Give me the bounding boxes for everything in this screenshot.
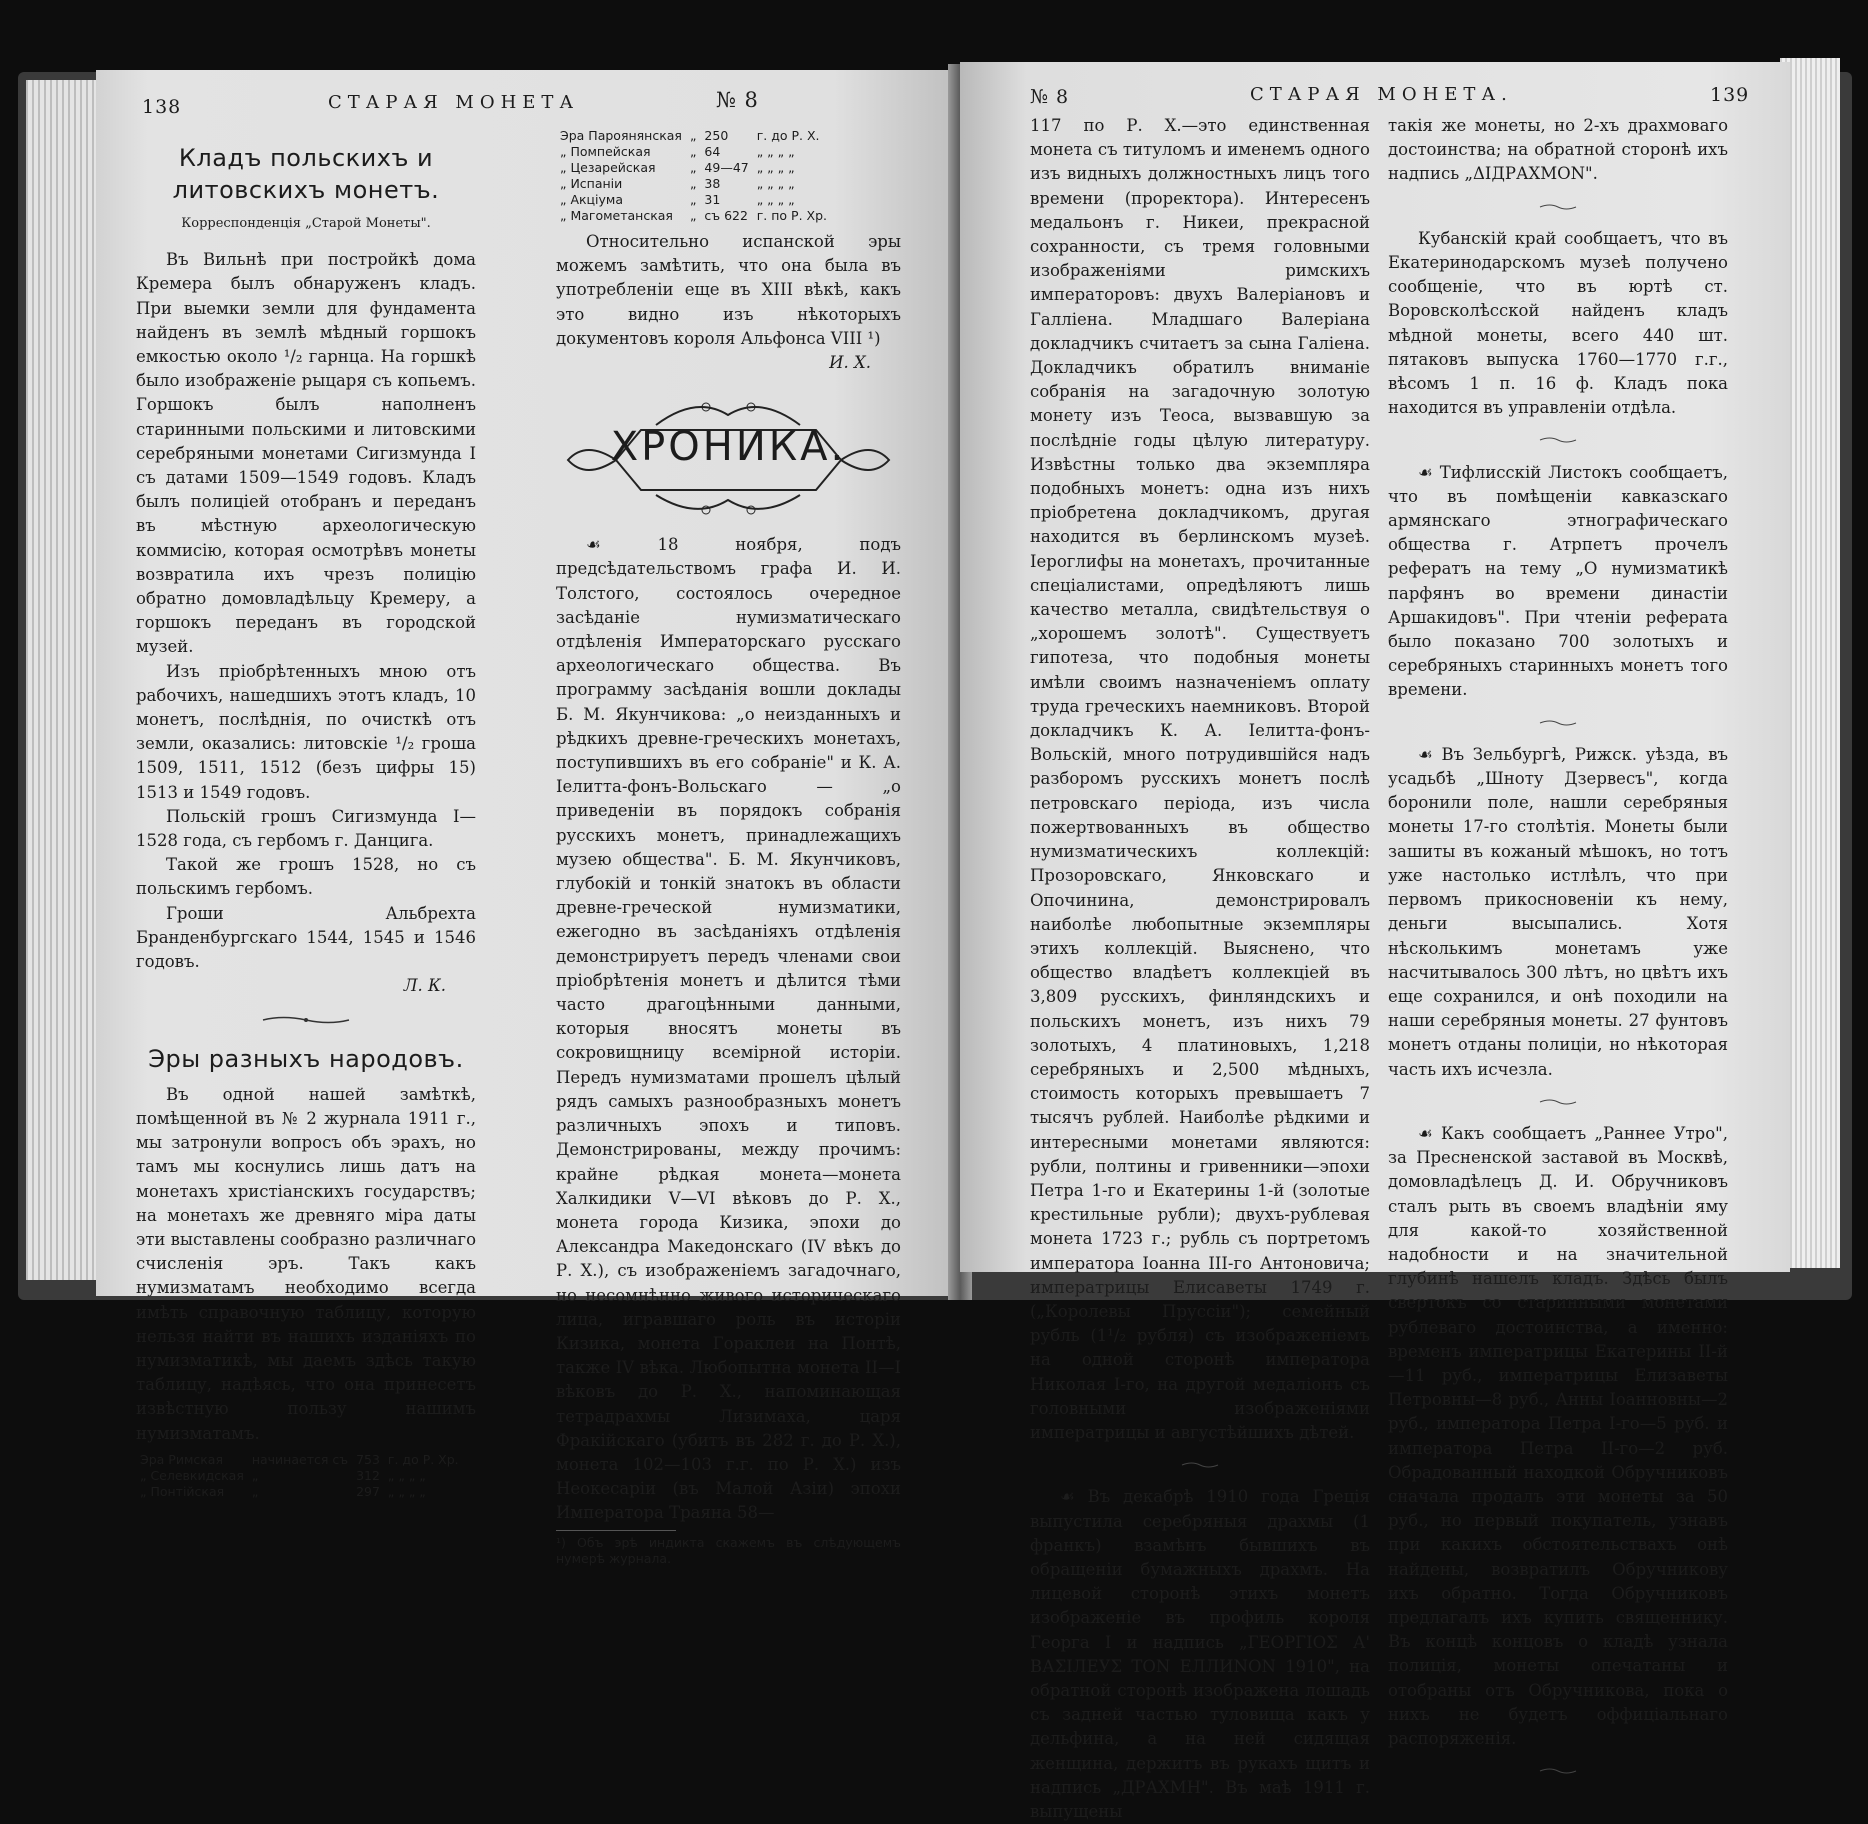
issue-number-right: № 8: [1030, 86, 1070, 108]
paragraph: ☙ Тифлисскій Листокъ сообщаетъ, что въ помѣщеніи кавказскаго армянскаго этнографическаго общества г. Атрпетъ прочелъ рефератъ на тему „О нумизматикѣ парфянъ во времени династіи Аршакидовъ". При чтеніи реферата было показано 700 золотыхъ и серебряныхъ старинныхъ монетъ того времени.: [1388, 462, 1728, 700]
table-row: „ Акціума „ 31 „ „ „ „: [560, 192, 795, 207]
paragraph: Кубанскій край сообщаетъ, что въ Екатеринодарскомъ музеѣ получено сообщеніе, что въ юртѣ ст. Воровсколѣсской найденъ кладъ мѣдной монеты, всего 440 шт. пятаковъ выпуска 1760—1770 г.г., вѣсомъ 1 п. 16 ф. Кладъ пока находится въ управленіи отдѣла.: [1388, 228, 1728, 418]
running-title-left: СТАРАЯ МОНЕТА: [328, 92, 580, 113]
right-page: [960, 62, 1790, 1822]
table-row: Эра Пароянянская „ 250 г. до Р. Х.: [560, 128, 820, 143]
ornament-icon: [261, 1015, 351, 1025]
correspondence-note: Корреспонденція „Старой Монеты".: [181, 216, 431, 231]
eras-table: [136, 1452, 463, 1500]
ornament-icon: [1538, 719, 1578, 727]
footnote: ¹) Объ эрѣ индикта скажемъ въ слѣдующемъ нумерѣ журнала.: [556, 1534, 901, 1566]
paragraph: Такой же грошъ 1528, но съ польскимъ гербомъ.: [136, 855, 476, 899]
table-row: „ Селевкидская „ 312 „ „ „ „: [140, 1467, 426, 1483]
ornament-icon: [1180, 1461, 1220, 1469]
left-column-1: [136, 136, 476, 1500]
paragraph: Въ одной нашей замѣткѣ, помѣщенной въ № 2 журнала 1911 г., мы затронули вопросъ объ эрахъ, но тамъ мы коснулись лишь датъ на монетахъ христіанскихъ государствъ; на монетахъ же древняго міра даты эти выставлены сообразно различнаго счисленія эръ. Такъ какъ нумизматамъ необходимо всегда имѣть справочную таблицу, которую нельзя найти въ нашихъ изданіяхъ по нумизматикѣ, мы даемъ здѣсь такую таблицу, надѣясь, что она принесетъ извѣстную пользу нашимъ нумизматамъ.: [136, 1084, 476, 1443]
divider-ornament: [136, 1009, 476, 1033]
paragraph: 117 по Р. Х.—это единственная монета съ титуломъ и именемъ одного изъ видныхъ должностныхъ лицъ того времени (проректора). Интересенъ медальонъ г. Никеи, прекрасной сохранности, съ тремя головными изображеніями римскихъ императоровъ: двухъ Валеріановъ и Галліена. Младшаго Валеріана докладчикъ считаетъ за сына Галіена. Докладчикъ обратилъ вниманіе собранія на загадочную золотую монету изъ Теоса, вызвавшую за послѣдніе годы цѣлую литературу. Извѣстны только два экземпляра подобныхъ монетъ: одна изъ нихъ пріобретена докладчикомъ, другая находится въ берлинскомъ музеѣ. Іероглифы на монетахъ, прочитанные спеціалистами, опредѣляютъ лишь качество металла, свидѣтельствуя о „хорошемъ золотѣ". Существуетъ гипотеза, что подобныя монеты имѣли своимъ назначеніемъ оплату труда греческихъ наемниковъ. Второй докладчикъ К. А. Іелитта-фонъ-Вольскій, много потрудившійся надъ разборомъ русскихъ монетъ послѣ петровскаго періода, изъ числа пожертвованныхъ въ общество нумизматическихъ коллекцій: Прозоровскаго, Янковскаго и Опочинина, демонстрировалъ наиболѣе любопытные экземпляры этихъ коллекцій. Выяснено, что общество владѣетъ коллекціей въ 3,809 русскихъ, финляндскихъ и польскихъ монетъ, изъ нихъ 79 золотыхъ, 4 платиновыхъ, 1,218 серебряныхъ и 2,500 мѣдныхъ, стоимость которыхъ превышаетъ 7 тысячъ рублей. Наиболѣе рѣдкими и интересными монетами являются: рубли, полтины и гривенники—эпохи Петра 1-го и Екатерины 1-й (золотые крестильные рубли); двухъ-рублевая монета 1723 г.; рубль съ портретомъ императора Іоанна III-го Антоновича; императрицы Елисаветы 1749 г. („Королевы Пруссіи"); семейный рубль (1¹/₂ рубля) съ изображеніемъ на одной сторонѣ императора Николая I-го, на другой медаліонъ съ головными изображеніями императрицы и августѣйшихъ дѣтей.: [1030, 116, 1370, 1442]
divider-ornament: [1388, 1759, 1728, 1783]
left-column-2: [556, 128, 901, 1567]
footnote-rule: [556, 1530, 676, 1531]
paragraph: ☙ Какъ сообщаетъ „Раннее Утро", за Пресненской заставой въ Москвѣ, домовладѣлецъ Д. И. Обручниковъ сталъ рыть въ своемъ владѣніи яму для какой-то хозяйственной надобности и на значительной глубинѣ нашелъ кладъ. Здѣсь былъ свертокъ со старинными монетами рублеваго достоинства, а именно: временъ императрицы Екатерины II-й—11 руб., императрицы Елизаветы Петровны—8 руб., Анны Іоанновны—2 руб., императора Петра I-го—5 руб. и императора Петра II-го—2 руб. Обрадованный находкой Обручниковъ сначала продалъ эти монеты за 50 руб., но первый покупатель, узнавъ при какихъ обстоятельствахъ онѣ найдены, возвратилъ Обручникову ихъ обратно. Тогда Обручниковъ предлагалъ ихъ купить священнику. Въ концѣ концовъ о кладѣ узнала полиція, монеты опечатаны и отобраны отъ Обручникова, пока о нихъ не будетъ оффиціальнаго распоряженія.: [1388, 1123, 1728, 1748]
table-row: „ Цезарейская „ 49—47 „ „ „ „: [560, 160, 795, 175]
running-title-right: СТАРАЯ МОНЕТА.: [1250, 84, 1513, 105]
divider-ornament: [1388, 428, 1728, 452]
paragraph: Изъ пріобрѣтенныхъ мною отъ рабочихъ, нашедшихъ этотъ кладъ, 10 монетъ, послѣднія, по очисткѣ отъ земли, оказались: литовскіе ¹/₂ гроша 1509, 1511, 1512 (безъ цифры 15) 1513 и 1549 годовъ.: [136, 661, 476, 802]
paragraph: Относительно испанской эры можемъ замѣтить, что она была въ употребленіи еще въ XIII вѣкѣ, какъ это видно изъ нѣкоторыхъ документовъ короля Альфонса VIII ¹): [556, 232, 901, 348]
paragraph: ☙ Въ декабрѣ 1910 года Греція выпустила серебряныя драхмы (1 франкъ) взамѣнъ бывшихъ въ обращеніи бумажныхъ драхмъ. На лицевой сторонѣ этихъ монетъ изображеніе въ профиль короля Георга I и надпись „ГЕОРГІОΣ А' ВАΣІЛЕУΣ ТОN ЕЛЛИNОN 1910", на обратной сторонѣ изображена лошадь съ задней частью туловища какъ у дельфина, а на ней сидящая женщина, держитъ въ рукахъ щитъ и надпись „ДРАХМН". Въ маѣ 1911 г. выпущены: [1030, 1487, 1370, 1822]
paragraph: Гроши Альбрехта Бранденбургскаго 1544, 1545 и 1546 годовъ.: [136, 903, 476, 972]
right-column-2: [1388, 114, 1728, 1791]
issue-number-left: № 8: [716, 88, 759, 112]
paragraph: Въ Вильнѣ при постройкѣ дома Кремера былъ обнаруженъ кладъ. При выемки земли для фундамента найденъ въ землѣ мѣдный горшокъ емкостью около ¹/₂ гарнца. На горшкѣ было изображеніе рыцаря съ копьемъ. Горшокъ былъ наполненъ старинными польскими и литовскими серебряными монетами Сигизмунда I съ датами 1509—1549 годовъ. Кладъ былъ полиціей отобранъ и переданъ въ мѣстную археологическую коммисію, которая осмотрѣвъ монеты возвратила ихъ чрезъ полицію обратно домовладѣльцу Кремеру, а горшокъ переданъ въ городской музей.: [136, 250, 476, 657]
divider-ornament: [1388, 1090, 1728, 1114]
ornament-icon: [1538, 1767, 1578, 1775]
ornament-icon: [1538, 436, 1578, 444]
page-number-right: 139: [1710, 84, 1750, 106]
table-row: „ Магометанская „ съ 622 г. по Р. Хр.: [560, 208, 827, 223]
divider-ornament: [1030, 1453, 1370, 1477]
ornament-icon: [1538, 1098, 1578, 1106]
table-row: „ Испаніи „ 38 „ „ „ „: [560, 176, 795, 191]
article-title-eras: Эры разныхъ народовъ.: [148, 1044, 464, 1073]
divider-ornament: [1388, 711, 1728, 735]
paragraph: ☙ Въ Зельбургѣ, Рижск. уѣзда, въ усадьбѣ „Шноту Дзервесъ", когда боронили поле, нашли серебряныя монеты 17-го столѣтія. Монеты были зашиты въ кожаный мѣшокъ, но тотъ уже настолько истлѣлъ, что при первомъ прикосновеніи къ нему, деньги высыпались. Хотя нѣсколькимъ монетамъ уже насчитывалось 300 лѣтъ, но цвѣтъ ихъ еще сохранился, и онѣ походили на наши серебряныя монеты. 27 фунтовъ монетъ отданы полиціи, но нѣкоторая часть ихъ исчезла.: [1388, 744, 1728, 1079]
signature-ih: И. Х.: [829, 353, 871, 373]
table-row: „ Помпейская „ 64 „ „ „ „: [560, 144, 795, 159]
divider-ornament: [1388, 195, 1728, 219]
chronicle-title: ХРОНИКА.: [610, 424, 847, 471]
eras-table-continued: [556, 128, 831, 224]
right-column-1: [1030, 114, 1370, 1824]
left-page: [96, 70, 964, 1566]
signature-lk: Л. К.: [403, 976, 446, 996]
paragraph: такія же монеты, но 2-хъ драхмоваго достоинства; на обратной сторонѣ ихъ надпись „ΔІДРАХМОN".: [1388, 116, 1728, 184]
table-row: „ Понтійская „ 297 „ „ „ „: [140, 1483, 426, 1499]
chronicle-heading: [556, 385, 901, 525]
paragraph: ☙ 18 ноября, подъ предсѣдательствомъ графа И. И. Толстого, состоялось очередное засѣданіе нумизматическаго отдѣленія Императорскаго русскаго археологическаго общества. Въ программу засѣданія вошли доклады Б. М. Якунчикова: „о неизданныхъ и рѣдкихъ древне-греческихъ монетахъ, поступившихъ въ его собраніе" и К. А. Іелитта-фонъ-Вольскаго — „о приведеніи въ порядокъ собранія русскихъ монетъ, принадлежащихъ музею общества". Б. М. Якунчиковъ, глубокій и тонкій знатокъ въ области древне-греческой нумизматики, ежегодно въ засѣданіяхъ отдѣленія демонстрируетъ передъ членами свои пріобрѣтенія монетъ и дѣлится тѣми часто драгоцѣнными данными, которыя вносятъ монеты въ сокровищницу всемірной исторіи. Передъ нумизматами прошелъ цѣлый рядъ самыхъ разнообразныхъ монетъ различныхъ эпохъ и типовъ. Демонстрированы, между прочимъ: крайне рѣдкая монета—монета Халкидики V—VI вѣковъ до Р. Х., монета города Кизика, эпохи до Александра Македонскаго (IV вѣкъ до Р. Х.), съ изображеніемъ загадочнаго, но несомнѣнно живого историческаго лица, игравшаго роль въ исторіи Кизика, монета Гораклеи на Понтѣ, также IV вѣка. Любопытна монета II—I вѣковъ до Р. Х., напоминающая тетрадрахмы Лизимаха, царя Фракійскаго (убитъ въ 282 г. до Р. Х.), монета 102—103 г.г. по Р. Х.) изъ Неокесаріи (въ Малой Азіи) эпохи Императора Траяна 58—: [556, 535, 901, 1523]
article-title-hoard: Кладъ польскихъ и литовскихъ монетъ.: [172, 144, 440, 204]
page-number-left: 138: [142, 96, 182, 118]
paragraph: Польскій грошъ Сигизмунда I—1528 года, съ гербомъ г. Данцига.: [136, 806, 476, 851]
ornament-icon: [1538, 203, 1578, 211]
table-row: Эра Римская начинается съ 753 г. до Р. Хр.: [140, 1451, 459, 1467]
